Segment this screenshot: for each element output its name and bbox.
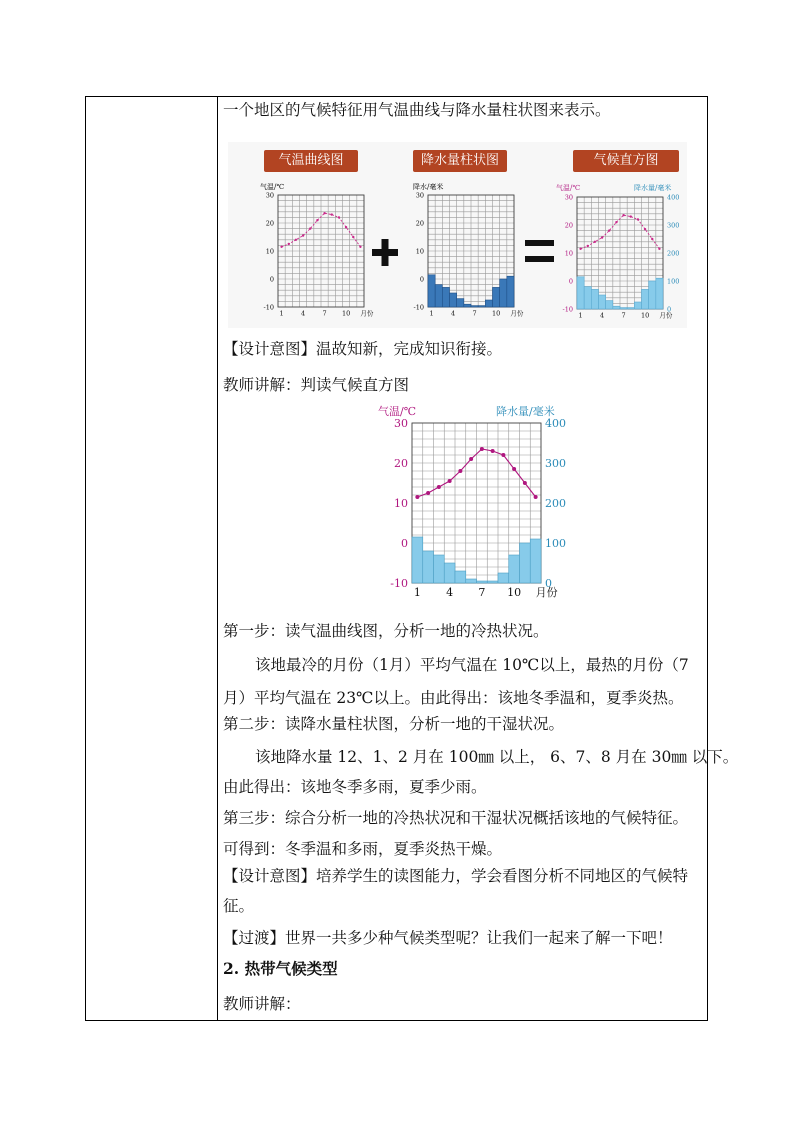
mini-climate-left-tick: 10 — [564, 249, 573, 258]
mini-precip-left-tick: 30 — [415, 191, 424, 200]
left-axis-title: 气温/℃ — [378, 405, 417, 418]
mini-climate-temp-point — [651, 238, 653, 240]
mini-precip-left-tick: 20 — [415, 219, 424, 228]
main-precip-bar — [444, 563, 455, 583]
main-temp-point — [415, 495, 419, 499]
main-temp-point — [480, 447, 484, 451]
main-right-tick: 400 — [545, 416, 566, 430]
mini-precip-precip-bar — [485, 300, 492, 307]
step2-text-a: 该地降水量 12、1、2 月在 100㎜ 以上， 6、7、8 月在 30㎜ 以下。 — [255, 748, 739, 766]
mini-climate-precip-bar — [656, 278, 663, 309]
main-precip-bar — [434, 555, 445, 583]
main-x-tick: 1 — [413, 586, 421, 599]
mini-climate-precip-bar — [599, 295, 606, 309]
mini-precip-precip-bar — [507, 276, 514, 307]
mini-climate-left-tick: 20 — [564, 221, 573, 230]
main-temp-point — [426, 491, 430, 495]
step3-text: 可得到：冬季温和多雨，夏季炎热干燥。 — [223, 840, 503, 858]
main-right-tick: 100 — [545, 536, 566, 550]
climate-figure-panel — [228, 142, 687, 328]
mini-temp-temp-point — [359, 246, 361, 248]
mini-climate-left-tick: -10 — [562, 305, 573, 314]
section-heading: 2. 热带气候类型 — [223, 959, 338, 978]
mini-precip-left-tick: -10 — [413, 303, 424, 312]
main-precip-bar — [466, 579, 477, 583]
mini-temp-left-tick: 10 — [265, 247, 274, 256]
main-precip-bar — [477, 581, 488, 583]
mini-precip-x-tick: 10 — [491, 309, 501, 318]
mini-precip-precip-bar — [464, 304, 471, 307]
step2-title: 第二步：读降水量柱状图，分析一地的干湿状况。 — [223, 715, 565, 733]
main-x-tick: 7 — [478, 586, 486, 599]
main-precip-bar — [498, 573, 509, 583]
mini-temp-x-tick: 1 — [279, 309, 284, 318]
precip-bar-label: 降水量柱状图 — [413, 150, 507, 172]
mini-climate-precip-bar — [627, 308, 634, 309]
mini-precip-axis-title: 降水/毫米 — [413, 183, 444, 191]
mini-climate-right-tick: 100 — [667, 277, 680, 286]
mini-temp-x-unit: 月份 — [360, 309, 374, 318]
column-divider — [217, 97, 218, 1020]
mini-precip-precip-bar — [493, 287, 500, 307]
mini-climate-left-tick: 30 — [564, 193, 573, 202]
mini-climate-temp-point — [579, 248, 581, 250]
mini-precip-left-tick: 0 — [419, 275, 424, 284]
mini-temp-temp-point — [302, 234, 304, 236]
equals-icon — [525, 240, 554, 262]
mini-climate-temp-point — [637, 218, 639, 220]
mini-precip-precip-bar — [428, 275, 435, 307]
main-precip-bar — [509, 555, 520, 583]
mini-temp-temp-point — [323, 212, 325, 214]
design-intent-2a: 【设计意图】培养学生的读图能力，学会看图分析不同地区的气候特 — [223, 867, 689, 885]
main-precip-bar — [423, 551, 434, 583]
mini-climate-x-tick: 7 — [621, 311, 626, 320]
mini-precip-precip-bar — [457, 299, 464, 307]
mini-precip-precip-bar — [442, 287, 449, 307]
main-temp-point — [512, 467, 516, 471]
climate-histogram-chart — [368, 403, 608, 603]
main-precip-bar — [520, 543, 531, 583]
mini-temp-left-tick: -10 — [263, 303, 274, 312]
mini-precip-x-tick: 1 — [429, 309, 434, 318]
mini-climate-temp-point — [601, 236, 603, 238]
mini-temp-temp-point — [280, 246, 282, 248]
main-precip-bar — [530, 539, 541, 583]
mini-precip-precip-bar — [478, 306, 485, 307]
design-intent-2b: 征。 — [223, 897, 255, 915]
mini-temp-x-tick: 10 — [341, 309, 351, 318]
mini-climate-precip-bar — [591, 289, 598, 309]
mini-climate-temp-point — [630, 215, 632, 217]
mini-climate-precip-bar — [649, 281, 656, 309]
step1-text-a: 该地最冷的月份（1月）平均气温在 10℃以上，最热的月份（7 — [255, 656, 689, 674]
mini-climate-precip-bar — [584, 287, 591, 309]
main-left-tick: -10 — [390, 576, 408, 590]
mini-temp-temp-point — [331, 213, 333, 215]
main-x-tick: 10 — [507, 586, 522, 599]
mini-precip-precip-bar — [450, 293, 457, 307]
mini-climate-temp-point — [622, 214, 624, 216]
mini-climate-temp-point — [594, 241, 596, 243]
mini-temp-left-tick: 20 — [265, 219, 274, 228]
mini-temp-temp-point — [309, 227, 311, 229]
step1-text-b: 月）平均气温在 23℃以上。由此得出：该地冬季温和，夏季炎热。 — [223, 689, 684, 707]
mini-climate-right-tick: 200 — [667, 249, 680, 258]
mini-climate-temp-point — [644, 228, 646, 230]
mini-temp-left-tick: 30 — [265, 191, 274, 200]
main-temp-point — [437, 485, 441, 489]
main-right-tick: 300 — [545, 456, 566, 470]
teacher-explain-2: 教师讲解： — [223, 995, 301, 1013]
mini-climate-precip-title: 降水量/毫米 — [634, 184, 672, 192]
mini-precip-x-unit: 月份 — [510, 309, 524, 318]
mini-climate-temp-title: 气温/℃ — [556, 184, 581, 192]
mini-climate-precip-bar — [642, 289, 649, 309]
mini-climate-precip-bar — [577, 277, 584, 309]
climate-figure-svg — [228, 142, 687, 328]
main-temp-point — [491, 449, 495, 453]
mini-climate-x-tick: 4 — [600, 311, 605, 320]
main-temp-point — [501, 453, 505, 457]
mini-climate-right-tick: 300 — [667, 221, 680, 230]
mini-climate-precip-bar — [620, 308, 627, 309]
climate-chart-label: 气候直方图 — [573, 150, 679, 172]
step1-title: 第一步：读气温曲线图，分析一地的冷热状况。 — [223, 622, 549, 640]
mini-precip-precip-bar — [435, 285, 442, 307]
mini-temp-temp-point — [295, 239, 297, 241]
main-left-tick: 10 — [394, 496, 408, 510]
mini-temp-temp-point — [345, 226, 347, 228]
mini-temp-x-tick: 7 — [322, 309, 327, 318]
mini-precip-x-tick: 7 — [472, 309, 477, 318]
main-left-tick: 20 — [394, 456, 408, 470]
mini-precip-x-tick: 4 — [451, 309, 456, 318]
design-intent-1: 【设计意图】温故知新，完成知识衔接。 — [223, 340, 503, 358]
mini-climate-precip-bar — [606, 301, 613, 309]
mini-temp-temp-point — [288, 243, 290, 245]
main-temp-point — [523, 481, 527, 485]
main-precip-bar — [487, 581, 498, 583]
main-x-unit: 月份 — [535, 586, 558, 599]
mini-temp-temp-point — [352, 236, 354, 238]
main-temp-point — [534, 495, 538, 499]
mini-temp-x-tick: 4 — [301, 309, 306, 318]
mini-climate-x-tick: 10 — [640, 311, 650, 320]
temp-curve-label: 气温曲线图 — [264, 150, 358, 172]
mini-climate-precip-bar — [634, 302, 641, 309]
transition-text: 【过渡】世界一共多少种气候类型呢？让我们一起来了解一下吧！ — [223, 929, 673, 947]
step2-text-b: 由此得出：该地冬季多雨，夏季少雨。 — [223, 778, 487, 796]
mini-climate-precip-bar — [613, 306, 620, 309]
right-axis-title: 降水量/毫米 — [496, 405, 555, 418]
mini-climate-left-tick: 0 — [568, 277, 573, 286]
step3-title: 第三步：综合分析一地的冷热状况和干湿状况概括该地的气候特征。 — [223, 809, 689, 827]
mini-temp-axis-title: 气温/℃ — [260, 183, 285, 191]
main-temp-point — [469, 457, 473, 461]
mini-precip-left-tick: 10 — [415, 247, 424, 256]
mini-climate-temp-point — [658, 248, 660, 250]
main-left-tick: 0 — [401, 536, 408, 550]
mini-temp-left-tick: 0 — [269, 275, 274, 284]
mini-climate-temp-point — [587, 245, 589, 247]
main-precip-bar — [455, 571, 466, 583]
main-precip-bar — [412, 537, 423, 583]
mini-climate-right-tick: 0 — [667, 305, 672, 314]
lesson-table — [85, 96, 739, 1021]
main-temp-point — [458, 469, 462, 473]
mini-climate-temp-point — [615, 221, 617, 223]
main-temp-point — [448, 479, 452, 483]
mini-precip-precip-bar — [500, 279, 507, 307]
mini-temp-temp-point — [338, 216, 340, 218]
mini-climate-right-tick: 400 — [667, 193, 680, 202]
mini-climate-temp-point — [608, 229, 610, 231]
main-right-tick: 0 — [545, 576, 552, 590]
mini-climate-x-unit: 月份 — [659, 311, 673, 320]
main-right-tick: 200 — [545, 496, 566, 510]
plus-icon — [372, 239, 398, 266]
intro-text: 一个地区的气候特征用气温曲线与降水量柱状图来表示。 — [223, 101, 611, 119]
main-x-tick: 4 — [446, 586, 454, 599]
mini-temp-temp-point — [316, 219, 318, 221]
main-left-tick: 30 — [394, 416, 408, 430]
mini-precip-precip-bar — [471, 306, 478, 307]
teacher-explain-1: 教师讲解：判读气候直方图 — [223, 376, 410, 394]
mini-climate-x-tick: 1 — [578, 311, 583, 320]
